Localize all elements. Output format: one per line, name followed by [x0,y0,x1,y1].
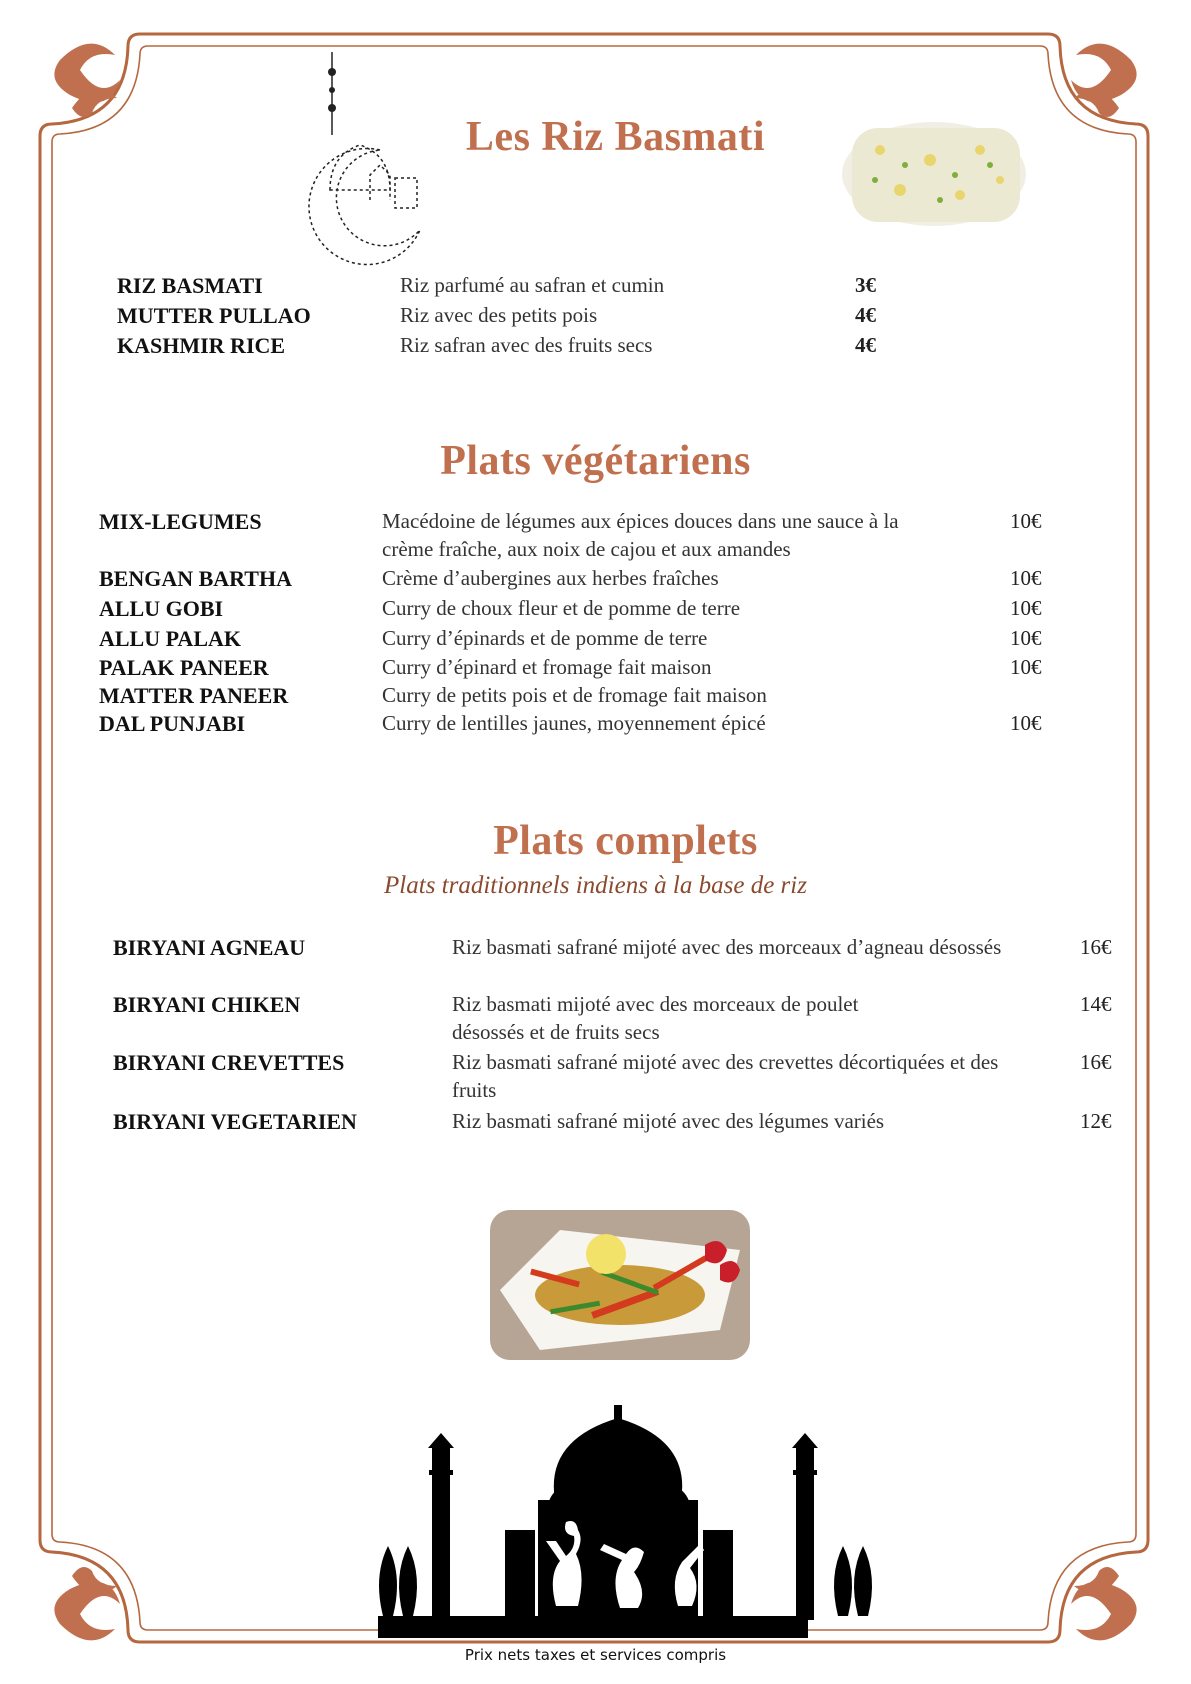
item-description: Curry d’épinards et de pomme de terre [382,626,708,650]
footer-note: Prix nets taxes et services compris [464,1646,727,1664]
item-price: 16€ [1080,935,1112,959]
item-description: Riz basmati safrané mijoté avec des crevettes décortiquées et des fruits [452,1050,999,1102]
item-name: MUTTER PULLAO [117,303,311,328]
item-description: Crème d’aubergines aux herbes fraîches [382,566,719,590]
item-name: BENGAN BARTHA [99,566,292,591]
section-title-veg: Plats végétariens [440,438,751,484]
item-name: BIRYANI CREVETTES [113,1050,345,1075]
section-subtitle: Plats traditionnels indiens à la base de riz [384,872,807,899]
item-price: 4€ [855,333,876,357]
item-price: 12€ [1080,1109,1112,1133]
item-name: KASHMIR RICE [117,333,286,358]
item-price: 4€ [855,303,876,327]
item-description: Riz parfumé au safran et cumin [400,273,665,297]
item-price: 3€ [855,273,876,297]
section-title-rice: Les Riz Basmati [465,114,766,160]
item-name: ALLU PALAK [99,626,241,651]
item-description: Curry de petits pois et de fromage fait maison [382,683,767,707]
item-name: DAL PUNJABI [99,711,246,736]
item-description: Riz basmati mijoté avec des morceaux de poulet désossés et de fruits secs [452,992,859,1044]
item-price: 10€ [1010,596,1042,620]
item-name: BIRYANI VEGETARIEN [113,1109,357,1134]
item-name: RIZ BASMATI [117,273,263,298]
item-description: Curry de lentilles jaunes, moyennement épicé [382,711,766,735]
item-price: 16€ [1080,1050,1112,1074]
item-price: 10€ [1010,509,1042,533]
item-description: Riz avec des petits pois [400,303,598,327]
item-name: PALAK PANEER [99,655,269,680]
item-description: Macédoine de légumes aux épices douces dans une sauce à la crème fraîche, aux noix de cajou et aux amandes [382,509,899,561]
item-price: 10€ [1010,566,1042,590]
item-description: Curry de choux fleur et de pomme de terre [382,596,741,620]
item-description: Riz basmati safrané mijoté avec des légumes variés [452,1109,885,1133]
item-description: Curry d’épinard et fromage fait maison [382,655,712,679]
item-name: ALLU GOBI [99,596,224,621]
item-price: 10€ [1010,711,1042,735]
item-price: 14€ [1080,992,1112,1016]
item-price: 10€ [1010,655,1042,679]
item-name: MATTER PANEER [99,683,289,708]
item-description: Riz safran avec des fruits secs [400,333,653,357]
item-description: Riz basmati safrané mijoté avec des morceaux d’agneau désossés [452,935,1002,959]
biryani-plate-image [490,1210,750,1360]
item-price: 10€ [1010,626,1042,650]
section-title-complete: Plats complets [493,818,758,864]
item-name: MIX-LEGUMES [99,509,262,534]
item-name: BIRYANI AGNEAU [113,935,306,960]
item-name: BIRYANI CHIKEN [113,992,301,1017]
